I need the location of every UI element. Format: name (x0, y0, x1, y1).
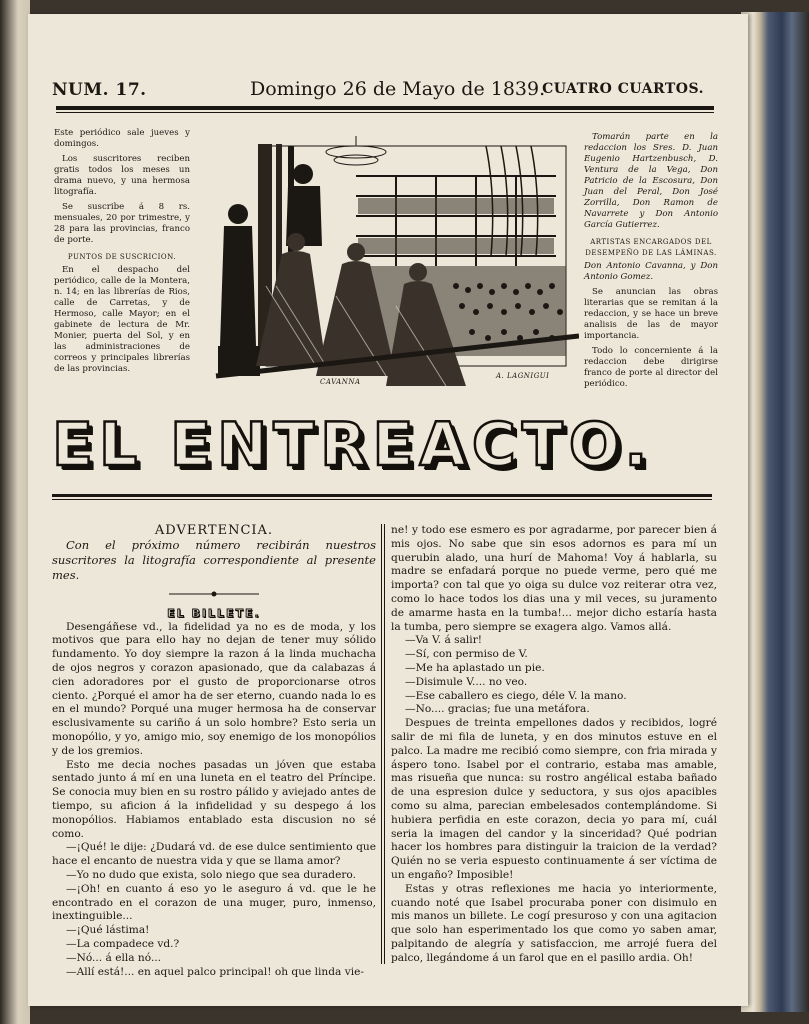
subscription-info-column (54, 128, 190, 379)
advertencia-body: Con el próximo número recibirán nuestros suscritores la litografía correspondiente al presente mes. (52, 537, 376, 582)
dialogue-line: —¡Oh! en cuanto á eso yo le aseguro á vd. que le he encontrado en el corazon de una muger, puro, inmenso, inextinguible... (52, 882, 376, 923)
dialogue-line: —¡Qué lástima! (66, 924, 150, 937)
issue-date: Domingo 26 de Mayo de 1839. (250, 78, 546, 100)
dialogue-line: —La compadece vd.? (66, 937, 180, 950)
dialogue-line: —Ese caballero es ciego, déle V. la mano. (405, 689, 627, 702)
subscription-points: En el despacho del periódico, calle de la Montera, n. 14; en las librerías de Rios, calle de Carretas, y de Hermoso, calle Mayor; en el gabinete de lectura de Mr. Monier, puerta del Sol, y en las administraciones de correos y principales librerías de las provincias. (54, 265, 190, 374)
subscription-points-heading: PUNTOS DE SUSCRICION. (67, 253, 177, 261)
article-paragraph: Desengáñese vd., la fidelidad ya no es de moda, y los motivos que para ello hay no dejan de tener muy sólido fundamento. Yo doy siempre la razon á la linda muchacha de ojos negros y corazon apasionado, que da calabazas á cien adoradores por el gusto de proporcionarse otros ciento. ¿Porqué el amor ha de ser eterno, cuando nada lo es en el mundo? Porqué una muger hermosa ha de conservar esclusivamente su cariño á un solo hombre? Esto seria un monopólio, y yo, amigo mio, soy enemigo de los monopólios y de los gremios. (52, 620, 376, 757)
newspaper-title: EL ENTREACTO. (52, 410, 654, 480)
title-rule-thin (52, 499, 712, 500)
editors-list: Tomarán parte en la redaccion los Sres. D. Juan Eugenio Hartzenbusch, D. Ventura de la Vega, Don Patricio de la Escosura, Don Juan del Peral, Don José Zorrilla, Don Ramon de Navarrete y Don Antonio García Gutierrez. (584, 132, 718, 230)
book-binding-left (0, 0, 30, 1024)
dialogue-line: —No.... gracias; fue una metáfora. (405, 703, 590, 716)
masthead-rule (56, 106, 714, 110)
dialogue-line: —Sí, con permiso de V. (405, 648, 528, 661)
article-paragraph: Despues de treinta empellones dados y recibidos, logré salir de mi fila de luneta, y en dos minutos estuve en el palco. La madre me recibió como siempre, con fria mirada y áspero tono. Isabel por el contrario, estaba mas amable, mas risueña que nunca: su rostro angélical estaba bañado de una espresion dulce y seductora, y sus ojos apacibles como su alma, parecian embelesados contemplándome. Si hubiera perfidia en este corazon, decia yo para mí, cuál seria la imagen del candor y la sinceridad? Qué podrian hacer los hombres para distinguir la traicion de la verdad? Quién no se veria espuesto continuamente á ser víctima de un engaño? Imposible! (391, 717, 717, 881)
dialogue-line: —Me ha aplastado un pie. (405, 661, 545, 674)
article-column-left (52, 524, 376, 979)
article-paragraph: Estas y otras reflexiones me hacia yo interiormente, cuando noté que Isabel procuraba poner con disimulo en mis manos un billete. Le cogí presuroso y con una agitacion que solo han esperimentado los que como yo saben amar, palpitando de alegría y satisfaccion, me arrojé fuera del palco, llegándome á un farol que en el pasillo ardia. Oh! (391, 882, 717, 964)
dialogue-line: —Allí está!... en aquel palco principal! oh que linda vie- (66, 965, 364, 978)
column-divider-inner (384, 524, 385, 964)
dialogue-line: —¡Qué! le dije: ¿Dudará vd. de ese dulce sentimiento que hace el encanto de nuestra vida y que se llama amor? (52, 841, 376, 868)
column-divider (381, 524, 382, 964)
masthead (46, 76, 716, 106)
article-paragraph: Esto me decia noches pasadas un jóven que estaba sentado junto á mí en una luneta en el teatro del Príncipe. Se conocia muy bien en su rostro pálido y aviejado antes de tiempo, su aficion á la infidelidad y su despego á los monopólios. Habiamos entablado esta discusion no sé como. (52, 758, 376, 840)
subscriber-gifts: Los suscritores reciben gratis todos los meses un drama nuevo, y una hermosa litografía. (54, 154, 190, 197)
title-rule (52, 494, 712, 497)
article-heading: EL BILLETE. (167, 606, 261, 620)
correspondence-notice: Todo lo concerniente á la redaccion debe dirigirse franco de porte al director del periódico. (584, 346, 718, 389)
article-column-right (391, 524, 717, 966)
ornament-divider (169, 591, 259, 597)
artists-list: Don Antonio Cavanna, y Don Antonio Gomez. (584, 261, 718, 282)
dialogue-line: —Yo no dudo que exista, solo niego que sea duradero. (66, 868, 356, 881)
theatre-box-engraving (196, 136, 579, 392)
dialogue-line: —Nó... á ella nó... (66, 951, 162, 964)
advertencia-title: ADVERTENCIA. (154, 523, 274, 538)
dialogue-line: —Disimule V.... no veo. (405, 675, 528, 688)
subscription-prices: Se suscribe á 8 rs. mensuales, 20 por trimestre, y 28 para las provincias, franco de porte. (54, 202, 190, 245)
article-paragraph: ne! y todo ese esmero es por agradarme, por parecer bien á mis ojos. No sabe que sin esos adornos es para mí un querubin alado, una hurí de Mahoma! Voy á hablarla, su madre se enfadará porque no puede verme, pero qué me importa? con tal que yo oiga su dulce voz reiterar otra vez, como lo hace todos los dias una y mil veces, su juramento de amarme hasta en la tumba!... mejor dicho estaría hasta la tumba, pero siempre se exagera algo. Vamos allá. (391, 524, 717, 633)
engraver-signature-left: CAVANNA (320, 378, 361, 386)
masthead-rule-thin (56, 112, 714, 113)
issue-price: CUATRO CUARTOS. (542, 81, 704, 97)
dialogue-line: —Va V. á salir! (405, 634, 483, 647)
literary-works-notice: Se anuncian las obras literarias que se remitan á la redaccion, y se hace un breve analisis de las de mayor importancia. (584, 287, 718, 341)
publication-schedule: Este periódico sale jueves y domingos. (54, 128, 190, 149)
issue-number: NUM. 17. (52, 80, 147, 100)
editorial-info-column (584, 132, 718, 394)
artists-heading: ARTISTAS ENCARGADOS DEL DESEMPEÑO DE LAS LÁMINAS. (585, 238, 717, 257)
engraver-signature-right: A. LAGNIGUI (496, 372, 550, 380)
book-page-edges (741, 12, 809, 1012)
